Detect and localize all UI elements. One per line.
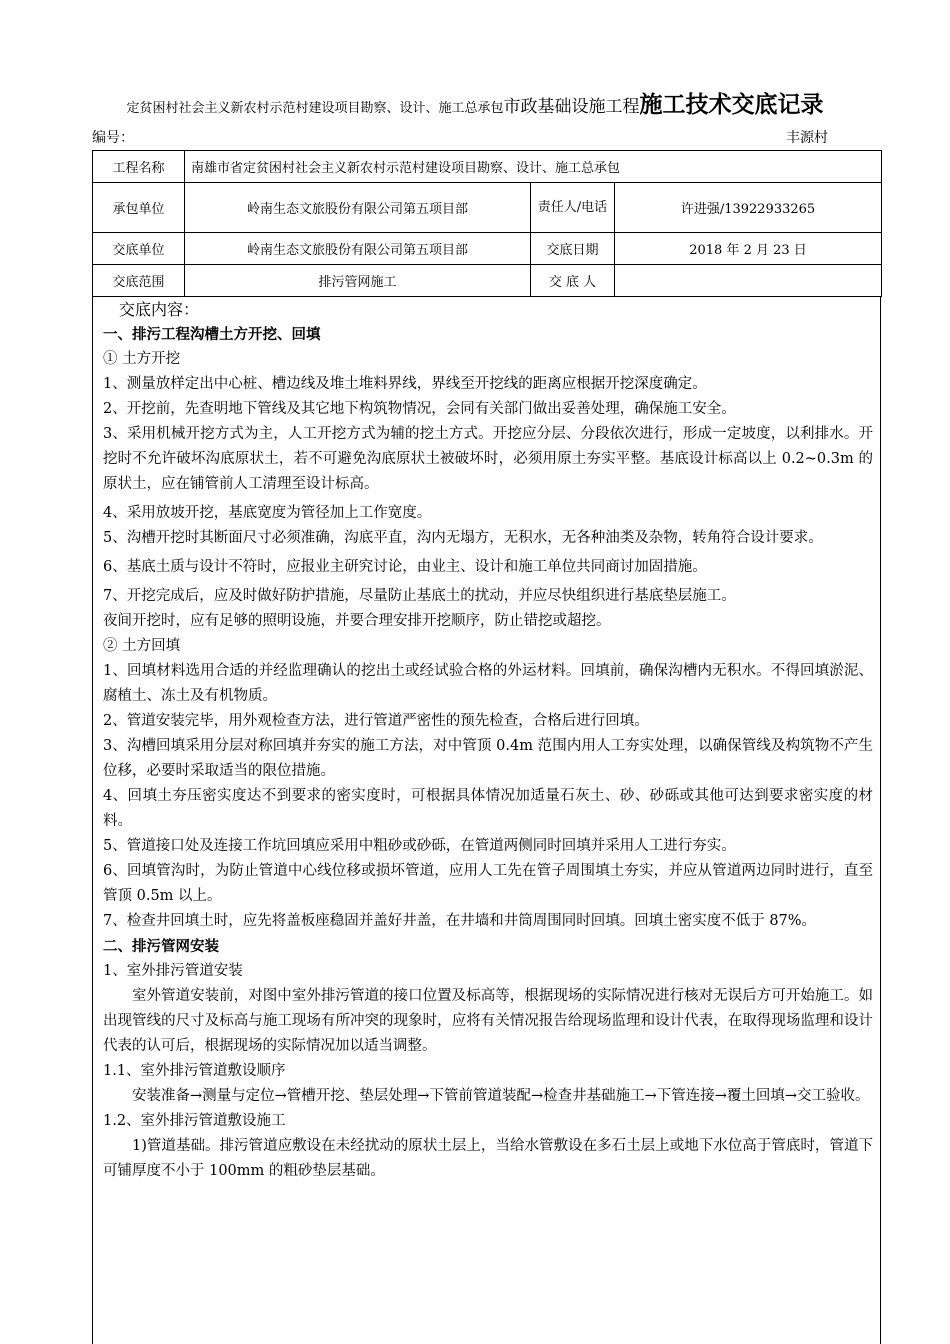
scope-label: 交底范围 [93,265,185,297]
handover-unit-value: 岭南生态文旅股份有限公司第五项目部 [185,233,531,265]
sub-heading: 1.2、室外排污管道敷设施工 [103,1113,286,1129]
sub-heading: 1、室外排污管道安装 [103,963,243,979]
handover-date-value: 2018 年 2 月 23 日 [615,233,882,265]
project-name-label: 工程名称 [93,151,185,183]
paragraph: 7、开挖完成后，应及时做好防护措施，尽量防止基底土的扰动，并应尽快组织进行基底垫层施工。 [103,588,736,604]
content-box [92,297,881,1344]
title-part-1: 定贫困村社会主义新农村示范村建设项目勘察、设计、施工总承包 [126,101,504,116]
table-row [93,151,882,183]
number-label: 编号： [92,130,134,146]
responsible-value: 许进强/13922933265 [615,183,882,233]
section-heading: 二、排污管网安装 [103,938,219,955]
paragraph: 3、沟槽回填采用分层对称回填并夯实的施工方法，对中管顶 0.4m 范围内用人工夯实处理，以确保管线及构筑物不产生位移，必要时采取适当的限位措施。 [103,738,873,779]
content-label: 交底内容： [119,300,200,319]
sub-heading: 1.1、室外排污管道敷设顺序 [103,1063,286,1079]
person-label: 交 底 人 [531,265,615,297]
paragraph: 室外管道安装前，对图中室外排污管道的接口位置及标高等，根据现场的实际情况进行核对无误后方可开始施工。如出现管线的尺寸及标高与施工现场有所冲突的现象时，应将有关情况报告给现场监理和设计代表，在取得现场监理和设计代表的认可后，根据现场的实际情况加以适当调整。 [103,988,873,1054]
document-title [0,86,950,119]
paragraph: 5、沟槽开挖时其断面尺寸必须准确，沟底平直，沟内无塌方，无积水，无各种油类及杂物，转角符合设计要求。 [103,530,823,546]
paragraph: 4、采用放坡开挖，基底宽度为管径加上工作宽度。 [103,505,432,521]
paragraph: 1、回填材料选用合适的并经监理确认的挖出土或经试验合格的外运材料。回填前，确保沟槽内无积水。不得回填淤泥、腐植土、冻土及有机物质。 [103,663,873,704]
village-name: 丰源村 [786,130,828,146]
section-heading: 一、排污工程沟槽土方开挖、回填 [103,326,321,343]
paragraph: 6、回填管沟时，为防止管道中心线位移或损坏管道，应用人工先在管子周围填土夯实，并应从管道两边同时进行，直至管顶 0.5m 以上。 [103,863,873,904]
title-part-3: 施工技术交底记录 [639,91,824,118]
info-table [92,150,882,297]
title-part-2: 市政基础设施工程 [503,97,640,117]
handover-unit-label: 交底单位 [93,233,185,265]
contractor-value: 岭南生态文旅股份有限公司第五项目部 [185,183,531,233]
paragraph: 6、基底土质与设计不符时，应报业主研究讨论，由业主、设计和施工单位共同商讨加固措施。 [103,559,707,575]
sub-heading: ② 土方回填 [103,638,181,654]
person-value [615,265,882,297]
paragraph: 3、采用机械开挖方式为主，人工开挖方式为辅的挖土方式。开挖应分层、分段依次进行，形成一定坡度，以利排水。开挖时不允许破坏沟底原状土，若不可避免沟底原状土被破坏时，必须用原土夯实平整。基底设计标高以上 0.2~0.3m 的原状土，应在铺管前人工清理至设计标高。 [103,426,873,492]
paragraph: 1、测量放样定出中心桩、槽边线及堆土堆料界线，界线至开挖线的距离应根据开挖深度确定。 [103,376,707,392]
paragraph: 安装准备→测量与定位→管槽开挖、垫层处理→下管前管道装配→检查井基础施工→下管连接→覆土回填→交工验收。 [132,1088,870,1104]
paragraph: 5、管道接口处及连接工作坑回填应采用中粗砂或砂砾，在管道两侧同时回填并采用人工进行夯实。 [103,838,736,854]
table-row [93,265,882,297]
paragraph: 2、开挖前，先查明地下管线及其它地下构筑物情况，会同有关部门做出妥善处理，确保施工安全。 [103,401,736,417]
paragraph: 夜间开挖时，应有足够的照明设施，并要合理安排开挖顺序，防止错挖或超挖。 [103,613,611,629]
contractor-label: 承包单位 [93,183,185,233]
scope-value: 排污管网施工 [185,265,531,297]
sub-heading: ① 土方开挖 [103,351,181,367]
table-row [93,183,882,233]
paragraph: 7、检查井回填土时，应先将盖板座稳固并盖好井盖，在井墙和井筒周围同时回填。回填土密实度不低于 87%。 [103,913,817,929]
project-name-value: 南雄市省定贫困村社会主义新农村示范村建设项目勘察、设计、施工总承包 [185,151,882,183]
responsible-label: 责任人/电话 [531,183,615,233]
paragraph: 2、管道安装完毕，用外观检查方法，进行管道严密性的预先检查，合格后进行回填。 [103,713,649,729]
handover-date-label: 交底日期 [531,233,615,265]
paragraph: 1)管道基础。排污管道应敷设在未经扰动的原状土层上，当给水管敷设在多石土层上或地下水位高于管底时，管道下可铺厚度不小于 100mm 的粗砂垫层基础。 [103,1138,873,1179]
paragraph: 4、回填土夯压密实度达不到要求的密实度时，可根据具体情况加适量石灰土、砂、砂砾或其他可达到要求密实度的材料。 [103,788,873,829]
table-row [93,233,882,265]
